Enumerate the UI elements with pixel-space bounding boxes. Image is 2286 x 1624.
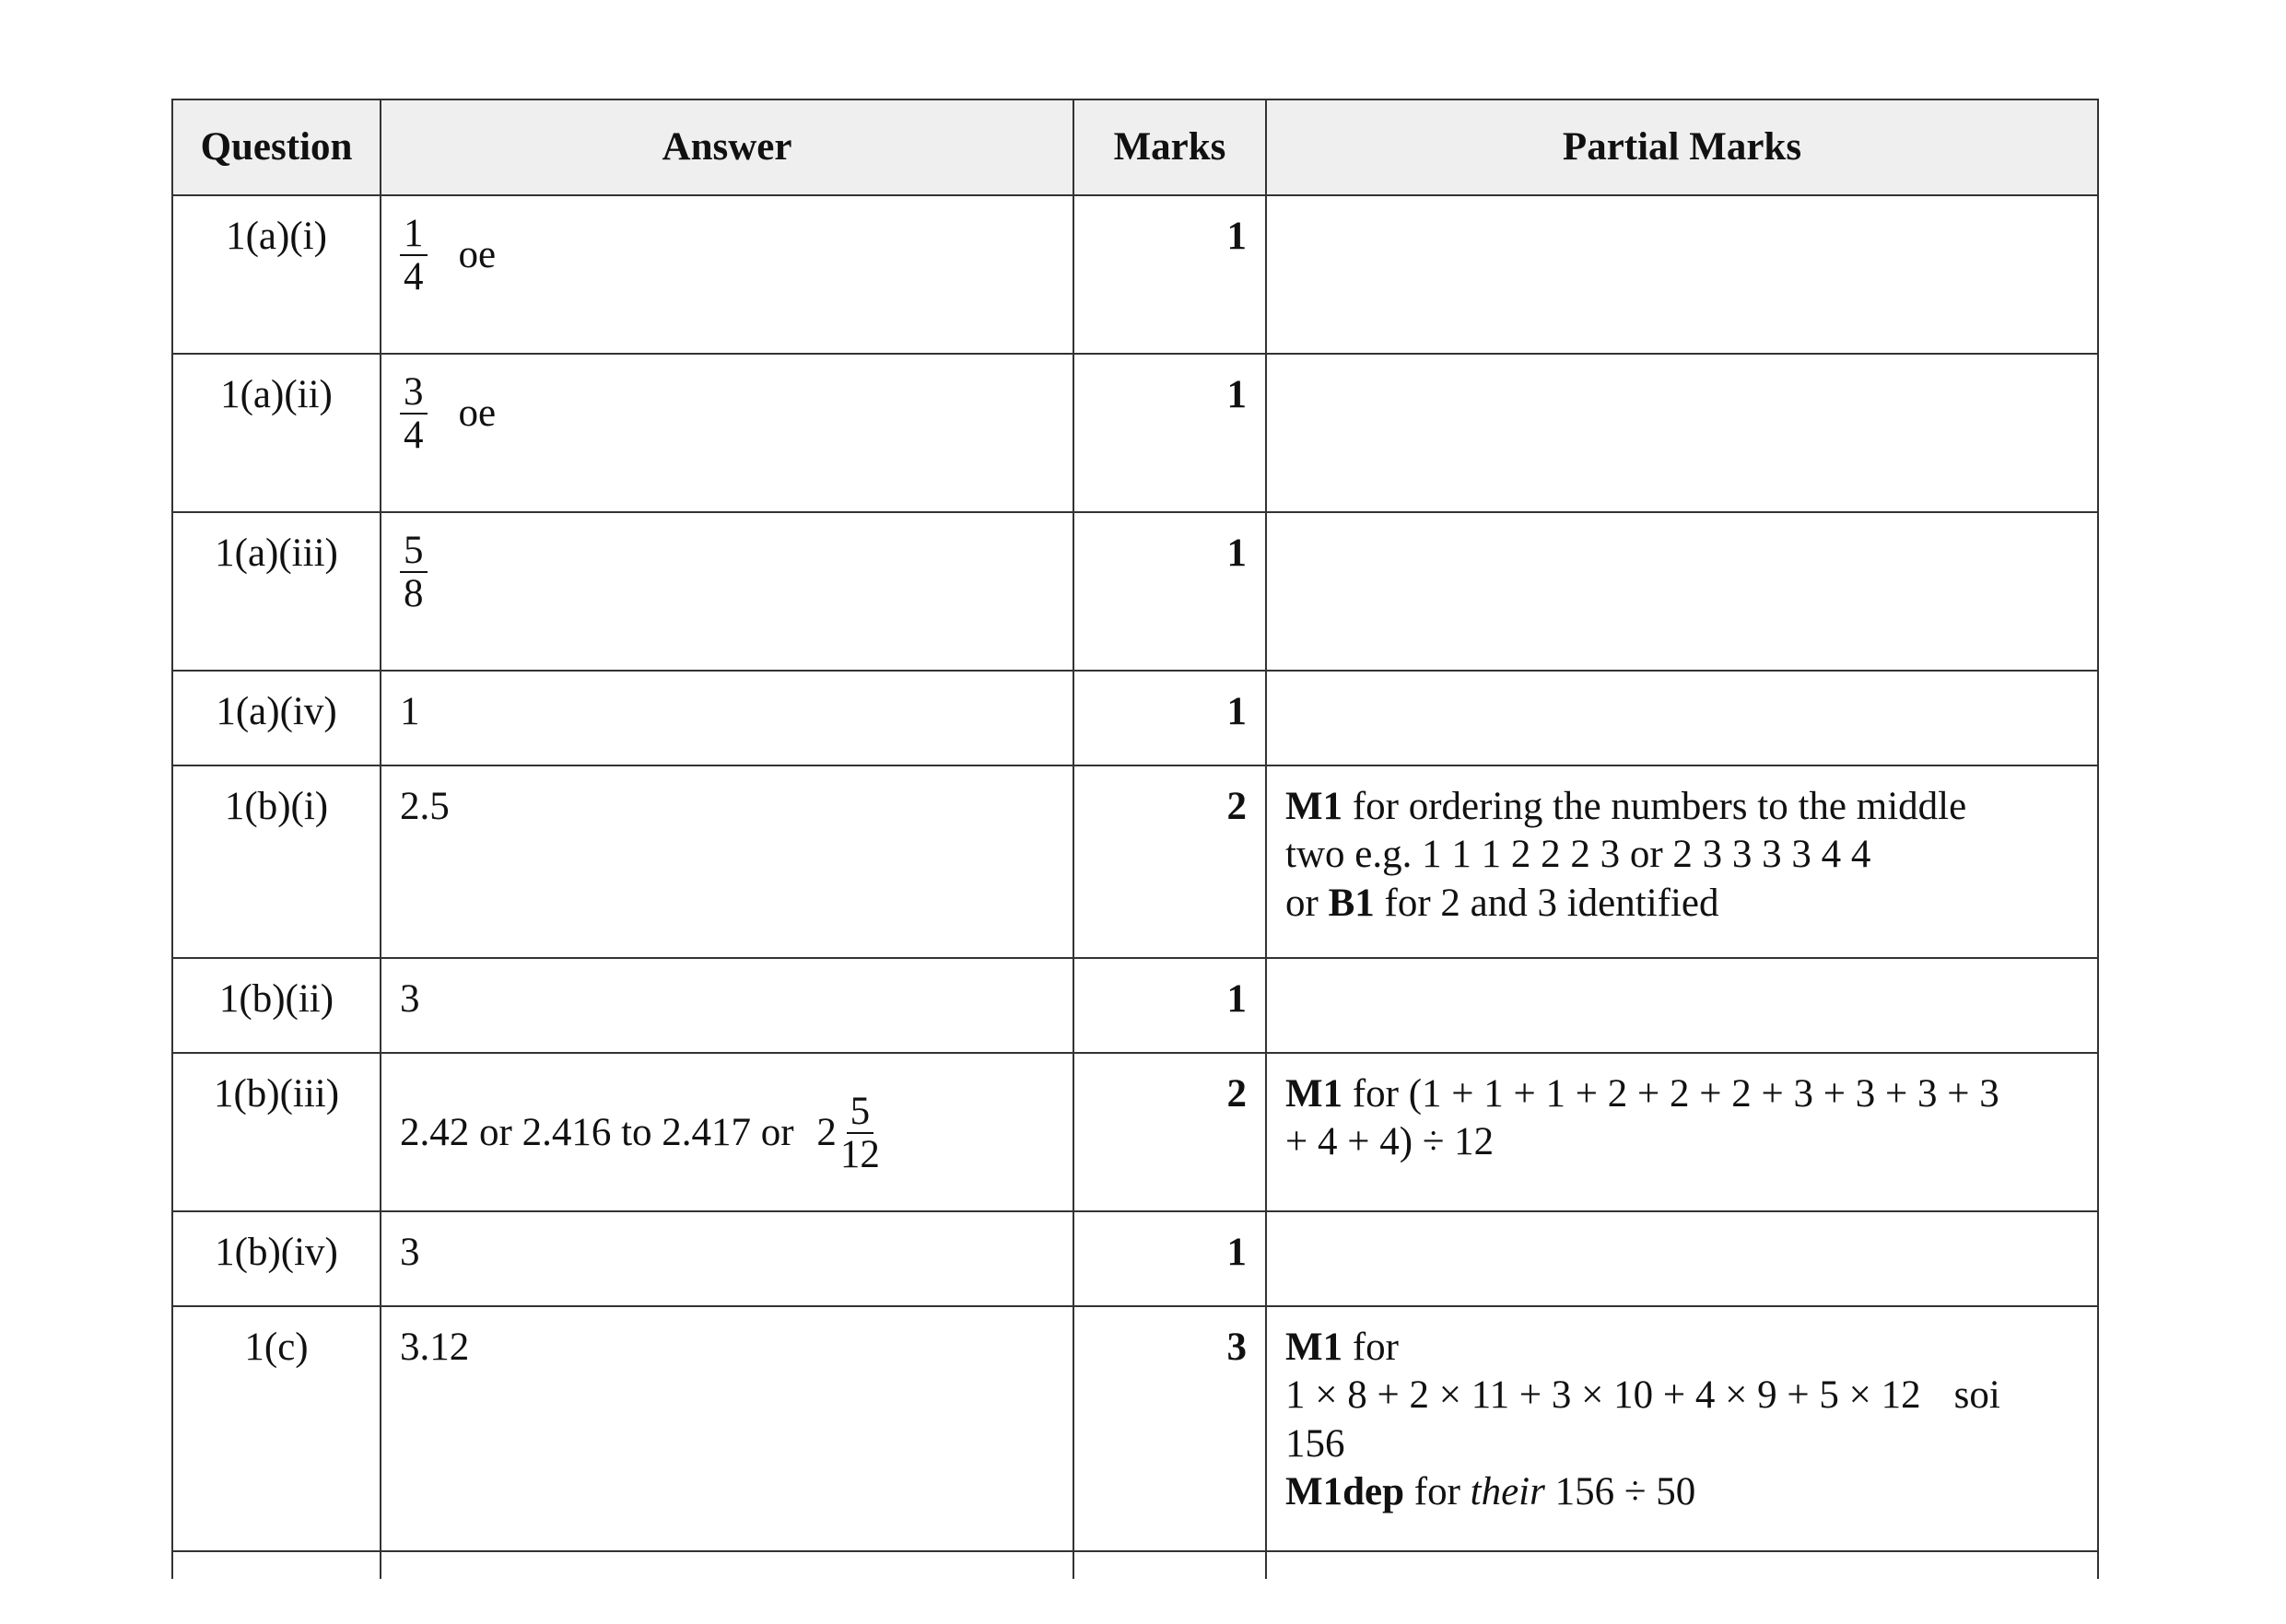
- partial-marks-cell: [1266, 512, 2098, 671]
- partial-italic-text: their: [1470, 1470, 1545, 1514]
- continuation-row: [172, 1551, 2098, 1579]
- soi-note: soi: [1953, 1373, 2000, 1418]
- fraction-numerator: 5: [847, 1091, 874, 1134]
- answer-text: 2.42 or 2.416 to 2.417 or: [400, 1110, 794, 1154]
- answer-cell: [381, 512, 1073, 671]
- partial-line: [1285, 1324, 2079, 1372]
- partial-line: [1285, 1468, 2079, 1516]
- partial-text: for ordering the numbers to the middle: [1342, 785, 1967, 828]
- partial-text: or: [1285, 881, 1329, 925]
- table-row: [172, 1211, 2098, 1306]
- marks-cell: 2: [1073, 1053, 1266, 1211]
- fraction: [837, 1091, 884, 1175]
- partial-marks-cell: [1266, 765, 2098, 958]
- partial-line: [1285, 1372, 2079, 1420]
- marks-cell: 3: [1073, 1306, 1266, 1551]
- fraction-denominator: 4: [404, 414, 424, 458]
- marks-cell: 1: [1073, 1211, 1266, 1306]
- marks-cell: 1: [1073, 671, 1266, 765]
- mark-code: B1: [1328, 881, 1375, 925]
- fraction-denominator: 12: [839, 1133, 880, 1177]
- answer-cell: 2.5: [381, 765, 1073, 958]
- marks-cell: 2: [1073, 765, 1266, 958]
- answer-cell: 3: [381, 1211, 1073, 1306]
- continuation-cell: [1266, 1551, 2098, 1579]
- fraction: [400, 371, 428, 456]
- question-cell: 1(b)(iv): [172, 1211, 381, 1306]
- question-cell: 1(b)(iii): [172, 1053, 381, 1211]
- answer-cell: [381, 195, 1073, 354]
- table-row: [172, 671, 2098, 765]
- partial-line: + 4 + 4) ÷ 12: [1285, 1120, 1495, 1164]
- header-answer: Answer: [381, 99, 1073, 195]
- partial-marks-cell: [1266, 958, 2098, 1053]
- partial-marks-cell: [1266, 1211, 2098, 1306]
- mark-code: M1: [1285, 1072, 1343, 1116]
- question-cell: 1(b)(ii): [172, 958, 381, 1053]
- table-row: [172, 1306, 2098, 1551]
- header-marks: Marks: [1073, 99, 1266, 195]
- partial-line: [1285, 783, 2079, 831]
- table-row: [172, 765, 2098, 958]
- partial-marks-cell: [1266, 1306, 2098, 1551]
- mark-code: M1: [1285, 785, 1343, 828]
- partial-text: 156 ÷ 50: [1544, 1470, 1696, 1514]
- table-row: [172, 512, 2098, 671]
- answer-cell: [381, 1053, 1073, 1211]
- marks-cell: 1: [1073, 195, 1266, 354]
- partial-text: for: [1342, 1326, 1399, 1369]
- question-cell: 1(a)(i): [172, 195, 381, 354]
- table-row: [172, 354, 2098, 512]
- answer-cell: 3.12: [381, 1306, 1073, 1551]
- marks-cell: 1: [1073, 354, 1266, 512]
- partial-text: 1 × 8 + 2 × 11 + 3 × 10 + 4 × 9 + 5 × 12: [1285, 1373, 1921, 1418]
- fraction-denominator: 8: [404, 572, 424, 616]
- fraction-numerator: 1: [400, 213, 428, 256]
- mark-code: M1dep: [1285, 1470, 1404, 1514]
- continuation-cell: [172, 1551, 381, 1579]
- partial-text: for: [1404, 1470, 1471, 1514]
- partial-line: 156: [1285, 1421, 1345, 1466]
- partial-marks-cell: [1266, 671, 2098, 765]
- partial-line: [1285, 880, 2079, 928]
- fraction: [400, 213, 428, 298]
- answer-suffix: oe: [458, 232, 497, 276]
- continuation-cell: [381, 1551, 1073, 1579]
- mixed-number-whole: 2: [816, 1110, 837, 1154]
- question-cell: 1(a)(iv): [172, 671, 381, 765]
- marks-cell: 1: [1073, 958, 1266, 1053]
- partial-marks-cell: [1266, 195, 2098, 354]
- answer-cell: 3: [381, 958, 1073, 1053]
- fraction: [400, 530, 428, 614]
- continuation-cell: [1073, 1551, 1266, 1579]
- mark-scheme-table: [171, 99, 2099, 1579]
- partial-marks-cell: [1266, 1053, 2098, 1211]
- answer-cell: [381, 354, 1073, 512]
- fraction-numerator: 3: [400, 371, 428, 415]
- partial-text: for 2 and 3 identified: [1374, 881, 1719, 925]
- header-partial-marks: Partial Marks: [1266, 99, 2098, 195]
- partial-line: two e.g. 1 1 1 2 2 2 3 or 2 3 3 3 3 4 4: [1285, 833, 1871, 877]
- header-question: Question: [172, 99, 381, 195]
- question-cell: 1(b)(i): [172, 765, 381, 958]
- partial-line: [1285, 1070, 2079, 1118]
- question-cell: 1(a)(ii): [172, 354, 381, 512]
- mark-code: M1: [1285, 1326, 1343, 1369]
- table-row: [172, 1053, 2098, 1211]
- answer-suffix: oe: [458, 391, 497, 435]
- table-row: [172, 195, 2098, 354]
- answer-cell: 1: [381, 671, 1073, 765]
- fraction-numerator: 5: [400, 530, 428, 573]
- marks-cell: 1: [1073, 512, 1266, 671]
- question-cell: 1(a)(iii): [172, 512, 381, 671]
- header-row: [172, 99, 2098, 195]
- partial-text: for (1 + 1 + 1 + 2 + 2 + 2 + 3 + 3 + 3 + 3: [1342, 1072, 1999, 1116]
- fraction-denominator: 4: [404, 255, 424, 299]
- partial-marks-cell: [1266, 354, 2098, 512]
- table-row: [172, 958, 2098, 1053]
- question-cell: 1(c): [172, 1306, 381, 1551]
